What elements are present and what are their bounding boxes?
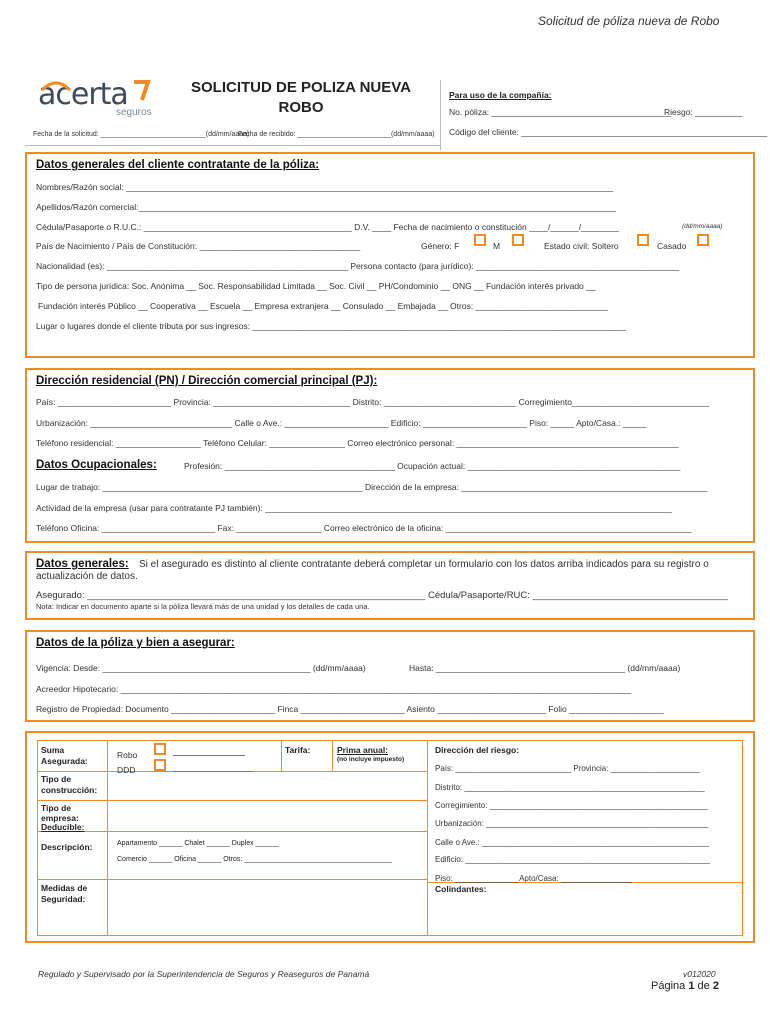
ddd-amount-line[interactable] xyxy=(173,771,253,772)
company-use-box xyxy=(440,80,768,150)
tarifa-label: Tarifa: xyxy=(285,745,311,755)
construction-type-label: Tipo de construcción: xyxy=(41,774,98,795)
profession-field[interactable]: Profesión: ____________________________________ Ocupación actual: _____________________________________________ xyxy=(184,461,681,471)
deductible-label: Deducible: xyxy=(41,822,85,832)
ddd-checkbox[interactable] xyxy=(154,759,166,771)
client-data-section xyxy=(25,152,755,358)
gender-m-label: M xyxy=(493,241,501,251)
address-line-2[interactable]: Urbanización: ______________________________ Calle o Ave.: ______________________ Edificio: ______________________ Piso: _____ Apto/Casa.: _____ xyxy=(36,418,647,428)
section-title-address: Dirección residencial (PN) / Dirección comercial principal (PJ): xyxy=(36,375,378,387)
nationality-field[interactable]: Nacionalidad (es): ___________________________________________________ Persona contacto (para jurídico): ___________________________________________ xyxy=(36,261,680,271)
married-checkbox[interactable] xyxy=(697,234,709,246)
form-title-line1: SOLICITUD DE POLIZA NUEVA xyxy=(190,79,411,96)
risk-floor-field[interactable]: Piso: ______________ Apto/Casa: ________________ xyxy=(435,874,633,883)
tax-location-field[interactable]: Lugar o lugares donde el cliente tributa por sus ingresos: _______________________________________________________________________________ xyxy=(36,321,626,331)
risk-field[interactable]: Riesgo: __________ xyxy=(664,107,743,117)
section-title-occupational: Datos Ocupacionales: xyxy=(36,459,157,471)
policy-data-section xyxy=(25,630,755,722)
company-activity-field[interactable]: Actividad de la empresa (usar para contratante PJ también): ______________________________________________________________________________________ xyxy=(36,503,672,513)
insured-data-section xyxy=(25,551,755,620)
neighbors-label: Colindantes: xyxy=(435,884,487,894)
risk-township-field[interactable]: Corregimiento: _________________________________________________ xyxy=(435,801,708,810)
document-header-title: Solicitud de póliza nueva de Robo xyxy=(538,14,720,28)
form-title xyxy=(170,78,432,118)
robo-label: Robo xyxy=(117,750,138,760)
gender-m-checkbox[interactable] xyxy=(512,234,524,246)
divider xyxy=(37,831,428,832)
description-label: Descripción: xyxy=(41,842,93,852)
svg-text:acerta: acerta xyxy=(38,78,128,112)
security-measures-label: Medidas de Seguridad: xyxy=(41,883,88,904)
divider xyxy=(37,879,428,880)
company-use-title: Para uso de la compañía: xyxy=(449,90,552,100)
of-word: de xyxy=(697,980,710,992)
version-label: v012020 xyxy=(683,969,716,979)
description-options-1[interactable]: Apartamento ______ Chalet ______ Duplex ______ xyxy=(117,840,279,847)
address-line-1[interactable]: País: ________________________ Provincia: _____________________________ Distrito: ____________________________ Corregimiento_____________________________ xyxy=(36,397,710,407)
company-logo xyxy=(38,78,160,125)
company-type-label: Tipo de empresa: xyxy=(41,803,79,823)
annual-premium-label: Prima anual: xyxy=(337,745,389,755)
insured-field[interactable]: Asegurado: ________________________________________________________________ Cédula/Pasaporte/RUC: _____________________________________ xyxy=(36,590,729,601)
validity-until-field[interactable]: Hasta: ________________________________________ (dd/mm/aaaa) xyxy=(409,663,681,673)
insured-property-table xyxy=(25,731,755,943)
creditor-field[interactable]: Acreedor Hipotecario: ____________________________________________________________________________________________________________ xyxy=(36,684,632,694)
gender-label: Género: F xyxy=(421,241,460,251)
married-label: Casado xyxy=(657,241,687,251)
gender-f-checkbox[interactable] xyxy=(474,234,486,246)
insured-note: Nota: Indicar en documento aparte si la póliza llevará más de una unidad y los detalles de cada una. xyxy=(36,602,370,611)
divider xyxy=(37,800,428,801)
legal-entity-type-field[interactable]: Tipo de persona jurídica: Soc. Anónima __ Soc. Responsabilidad Limitada __ Soc. Civil __ PH/Condominio __ ONG __ Fundación interés privado __ xyxy=(36,281,596,291)
risk-building-field[interactable]: Edificio: _______________________________________________________ xyxy=(435,855,710,864)
divider xyxy=(25,145,440,146)
address-section xyxy=(25,368,755,543)
ddd-label: DDD xyxy=(117,765,136,775)
sum-insured-label: Suma Asegurada: xyxy=(41,745,88,766)
property-registry-field[interactable]: Registro de Propiedad: Documento ______________________ Finca ______________________ Asiento _______________________ Folio ____________________ xyxy=(36,704,664,714)
insured-instructions: Si el asegurado es distinto al cliente contratante deberá completar un formulario con los datos arriba indicados para su registro o actualización de datos. xyxy=(36,559,709,582)
civil-status-label: Estado civil: Soltero xyxy=(544,241,619,251)
risk-street-field[interactable]: Calle o Ave.: ___________________________________________________ xyxy=(435,838,709,847)
received-date-field[interactable]: Fecha de recibido: ________________________(dd/mm/aaaa) xyxy=(238,131,435,138)
section-title-policy: Datos de la póliza y bien a asegurar: xyxy=(36,637,235,649)
client-code-field[interactable]: Código del cliente: ____________________________________________________ xyxy=(449,127,768,137)
office-phone-field[interactable]: Teléfono Oficina: ________________________ Fax: __________________ Correo electrónico de la oficina: ____________________________________________________ xyxy=(36,523,692,533)
robo-amount-line[interactable] xyxy=(173,755,245,756)
single-checkbox[interactable] xyxy=(637,234,649,246)
names-field[interactable]: Nombres/Razón social: _______________________________________________________________________________________________________ xyxy=(36,182,614,192)
application-date-field[interactable]: Fecha de la solicitud: ___________________________(dd/mm/aaaa) xyxy=(33,131,250,138)
risk-address-label: Dirección del riesgo: xyxy=(435,745,520,755)
acerta-logo-icon xyxy=(38,78,160,120)
date-format-hint: (dd/mm/aaaa) xyxy=(682,223,723,230)
risk-district-field[interactable]: Distrito: ______________________________________________________ xyxy=(435,783,705,792)
validity-from-field[interactable]: Vigencia: Desde: ____________________________________________ (dd/mm/aaaa) xyxy=(36,663,366,673)
section-title-general: Datos generales: xyxy=(36,558,129,570)
section-title-client: Datos generales del cliente contratante de la póliza: xyxy=(36,159,320,171)
robo-checkbox[interactable] xyxy=(154,743,166,755)
workplace-field[interactable]: Lugar de trabajo: _______________________________________________________ Dirección de la empresa: ____________________________________________________ xyxy=(36,482,708,492)
form-title-line2: ROBO xyxy=(278,99,324,116)
risk-urbanization-field[interactable]: Urbanización: __________________________________________________ xyxy=(435,819,709,828)
phone-line[interactable]: Teléfono residencial: __________________ Teléfono Celular: ________________ Correo electrónico personal: _______________________________________________ xyxy=(36,438,679,448)
premium-note: (no incluye impuesto) xyxy=(337,756,405,763)
risk-country-field[interactable]: País: __________________________ Provincia: ____________________ xyxy=(435,764,700,773)
legal-entity-type-field-2[interactable]: Fundación interés Público __ Cooperativa __ Escuela __ Empresa extranjera __ Consulado __ Embajada __ Otros: ____________________________ xyxy=(38,301,608,311)
birth-country-field[interactable]: País de Nacimiento / País de Constitución: __________________________________ xyxy=(36,241,361,251)
regulated-note: Regulado y Supervisado por la Superintendencia de Seguros y Reaseguros de Panamá xyxy=(38,969,370,979)
page-word: Página xyxy=(651,980,686,992)
page-number: 1 xyxy=(688,980,695,992)
description-options-2[interactable]: Comercio ______ Oficina ______ Otros: ______________________________________ xyxy=(117,856,393,863)
logo-sub: seguros xyxy=(116,107,152,118)
policy-number-field[interactable]: No. póliza: ______________________________________ xyxy=(449,107,672,117)
page-total: 2 xyxy=(712,980,719,992)
surnames-field[interactable]: Apellidos/Razón comercial:_____________________________________________________________________________________________________ xyxy=(36,202,616,212)
id-field[interactable]: Cédula/Pasaporte o R.U.C.: ____________________________________________ D.V. ____ Fecha de nacimiento o constitución ____/______/________ xyxy=(36,222,619,232)
page-indicator xyxy=(651,980,719,992)
